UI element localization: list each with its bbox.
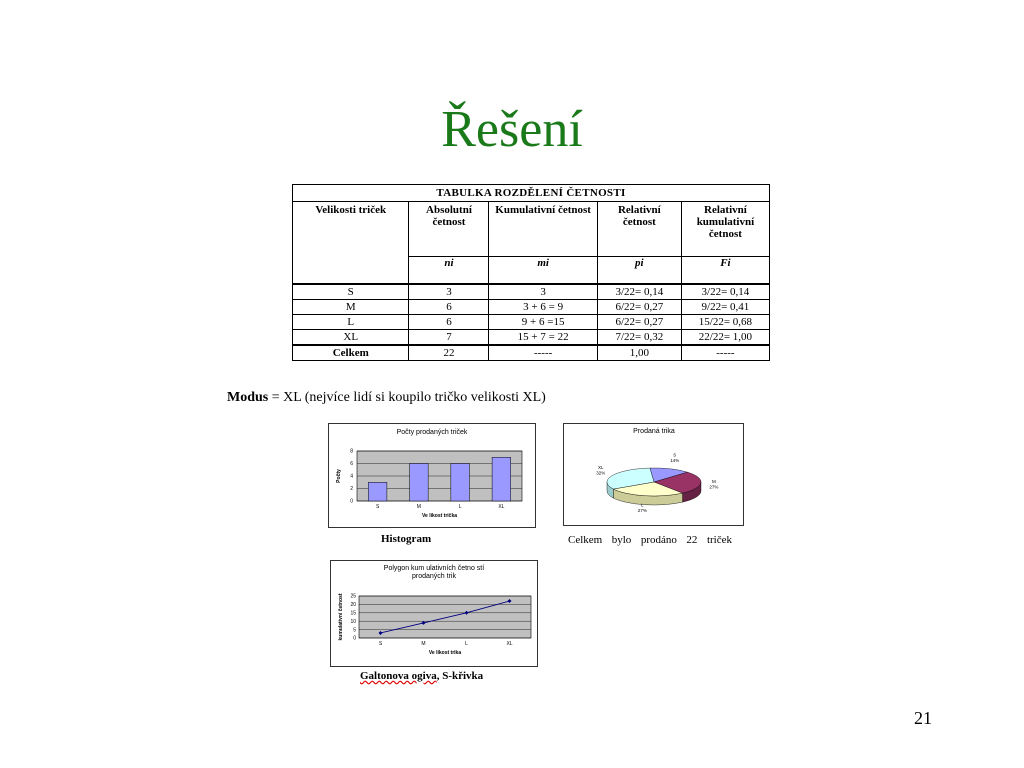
pie-label-xl: XL [597,465,604,471]
header-cumulative: Kumulativní četnost [489,202,597,257]
modus-line [227,390,546,406]
modus-label: Modus [227,390,269,405]
table-cell: 6/22= 0,27 [597,315,681,330]
bar-s [368,482,387,501]
table-cell: ----- [489,345,597,361]
y-tick-label: 0 [353,635,356,642]
ogive-caption-suffix: , S-křivka [436,670,484,682]
x-axis-label: Ve likost trika [428,650,462,656]
y-tick-label: 6 [350,461,353,468]
table-cell: 1,00 [597,345,681,361]
symbol-ni: ni [409,257,489,285]
y-tick-label: 25 [350,593,356,600]
table-cell: 6 [409,300,489,315]
y-tick-label: 8 [350,448,353,455]
table-cell: XL [293,330,409,346]
symbol-mi: mi [489,257,597,285]
x-tick-label: M [416,504,421,510]
page-number: 21 [914,708,932,728]
y-axis-label: kumulativní četnost [338,593,344,641]
table-cell: 9/22= 0,41 [681,300,769,315]
x-axis-label: Ve likost trička [421,513,458,519]
table-total-row [293,345,770,361]
table-cell: Celkem [293,345,409,361]
pie-percent-m: 27% [709,484,719,490]
table-cell: 6/22= 0,27 [597,300,681,315]
x-tick-label: XL [506,641,513,647]
y-tick-label: 15 [350,610,356,617]
table-cell: 22/22= 1,00 [681,330,769,346]
y-tick-label: 5 [353,627,356,634]
symbol-fi: Fi [681,257,769,285]
table-cell: 3/22= 0,14 [681,284,769,300]
header-absolute: Absolutní četnost [409,202,489,257]
symbol-pi: pi [597,257,681,285]
table-cell: 6 [409,315,489,330]
table-cell: 3/22= 0,14 [597,284,681,300]
table-caption: TABULKA ROZDĚLENÍ ČETNOSTI [293,185,770,202]
table-cell: S [293,284,409,300]
bar-xl [492,457,511,501]
x-tick-label: S [378,641,383,647]
y-axis-label: Počty [336,469,342,483]
y-tick-label: 20 [350,602,356,609]
header-relative-cumulative: Relativní kumulativní četnost [681,202,769,257]
pie-label-m: M [711,478,716,484]
table-cell: 15/22= 0,68 [681,315,769,330]
pie-percent-s: 14% [670,458,680,464]
table-row [293,300,770,315]
table-cell: 22 [409,345,489,361]
table-cell: 3 + 6 = 9 [489,300,597,315]
chart-title-line-2: prodaných trik [412,573,456,580]
table-cell: 3 [409,284,489,300]
ogive-caption [360,670,483,682]
histogram-chart [328,423,536,528]
x-tick-label: M [421,641,426,647]
table-cell: M [293,300,409,315]
table-row [293,330,770,346]
table-cell: 15 + 7 = 22 [489,330,597,346]
y-tick-label: 10 [350,618,356,625]
x-tick-label: L [465,641,468,647]
table-row [293,315,770,330]
ogive-caption-name: Galtonova ogiva [360,670,437,682]
y-tick-label: 4 [350,473,353,480]
slide-title: Řešení [441,101,583,158]
table-cell: 3 [489,284,597,300]
table-row [293,284,770,300]
x-tick-label: L [458,504,462,510]
pie-chart [563,423,744,526]
table-cell: 7 [409,330,489,346]
header-sizes: Velikosti triček [293,202,409,285]
chart-title: Počty prodaných triček [396,429,468,436]
frequency-table [292,184,770,361]
bar-m [410,464,429,502]
pie-caption: Celkem bylo prodáno 22 triček [568,534,732,546]
ogive-chart [330,560,538,667]
table-cell: 7/22= 0,32 [597,330,681,346]
x-tick-label: S [375,504,380,510]
x-tick-label: XL [498,504,505,510]
pie-label-l: L [641,502,644,508]
chart-title-line-1: Polygon kum ulativních četno stí [383,565,485,572]
y-tick-label: 0 [350,498,353,505]
modus-text: = XL (nejvíce lidí si koupilo tričko velikosti XL) [268,390,546,405]
pie-percent-xl: 32% [596,470,606,476]
chart-title: Prodaná trika [633,428,675,435]
pie-label-s: S [673,452,677,458]
table-cell: ----- [681,345,769,361]
y-tick-label: 2 [350,486,353,493]
pie-percent-l: 27% [637,508,647,514]
table-cell: L [293,315,409,330]
header-relative: Relativní četnost [597,202,681,257]
bar-l [451,464,470,502]
table-cell: 9 + 6 =15 [489,315,597,330]
histogram-caption: Histogram [381,533,432,545]
